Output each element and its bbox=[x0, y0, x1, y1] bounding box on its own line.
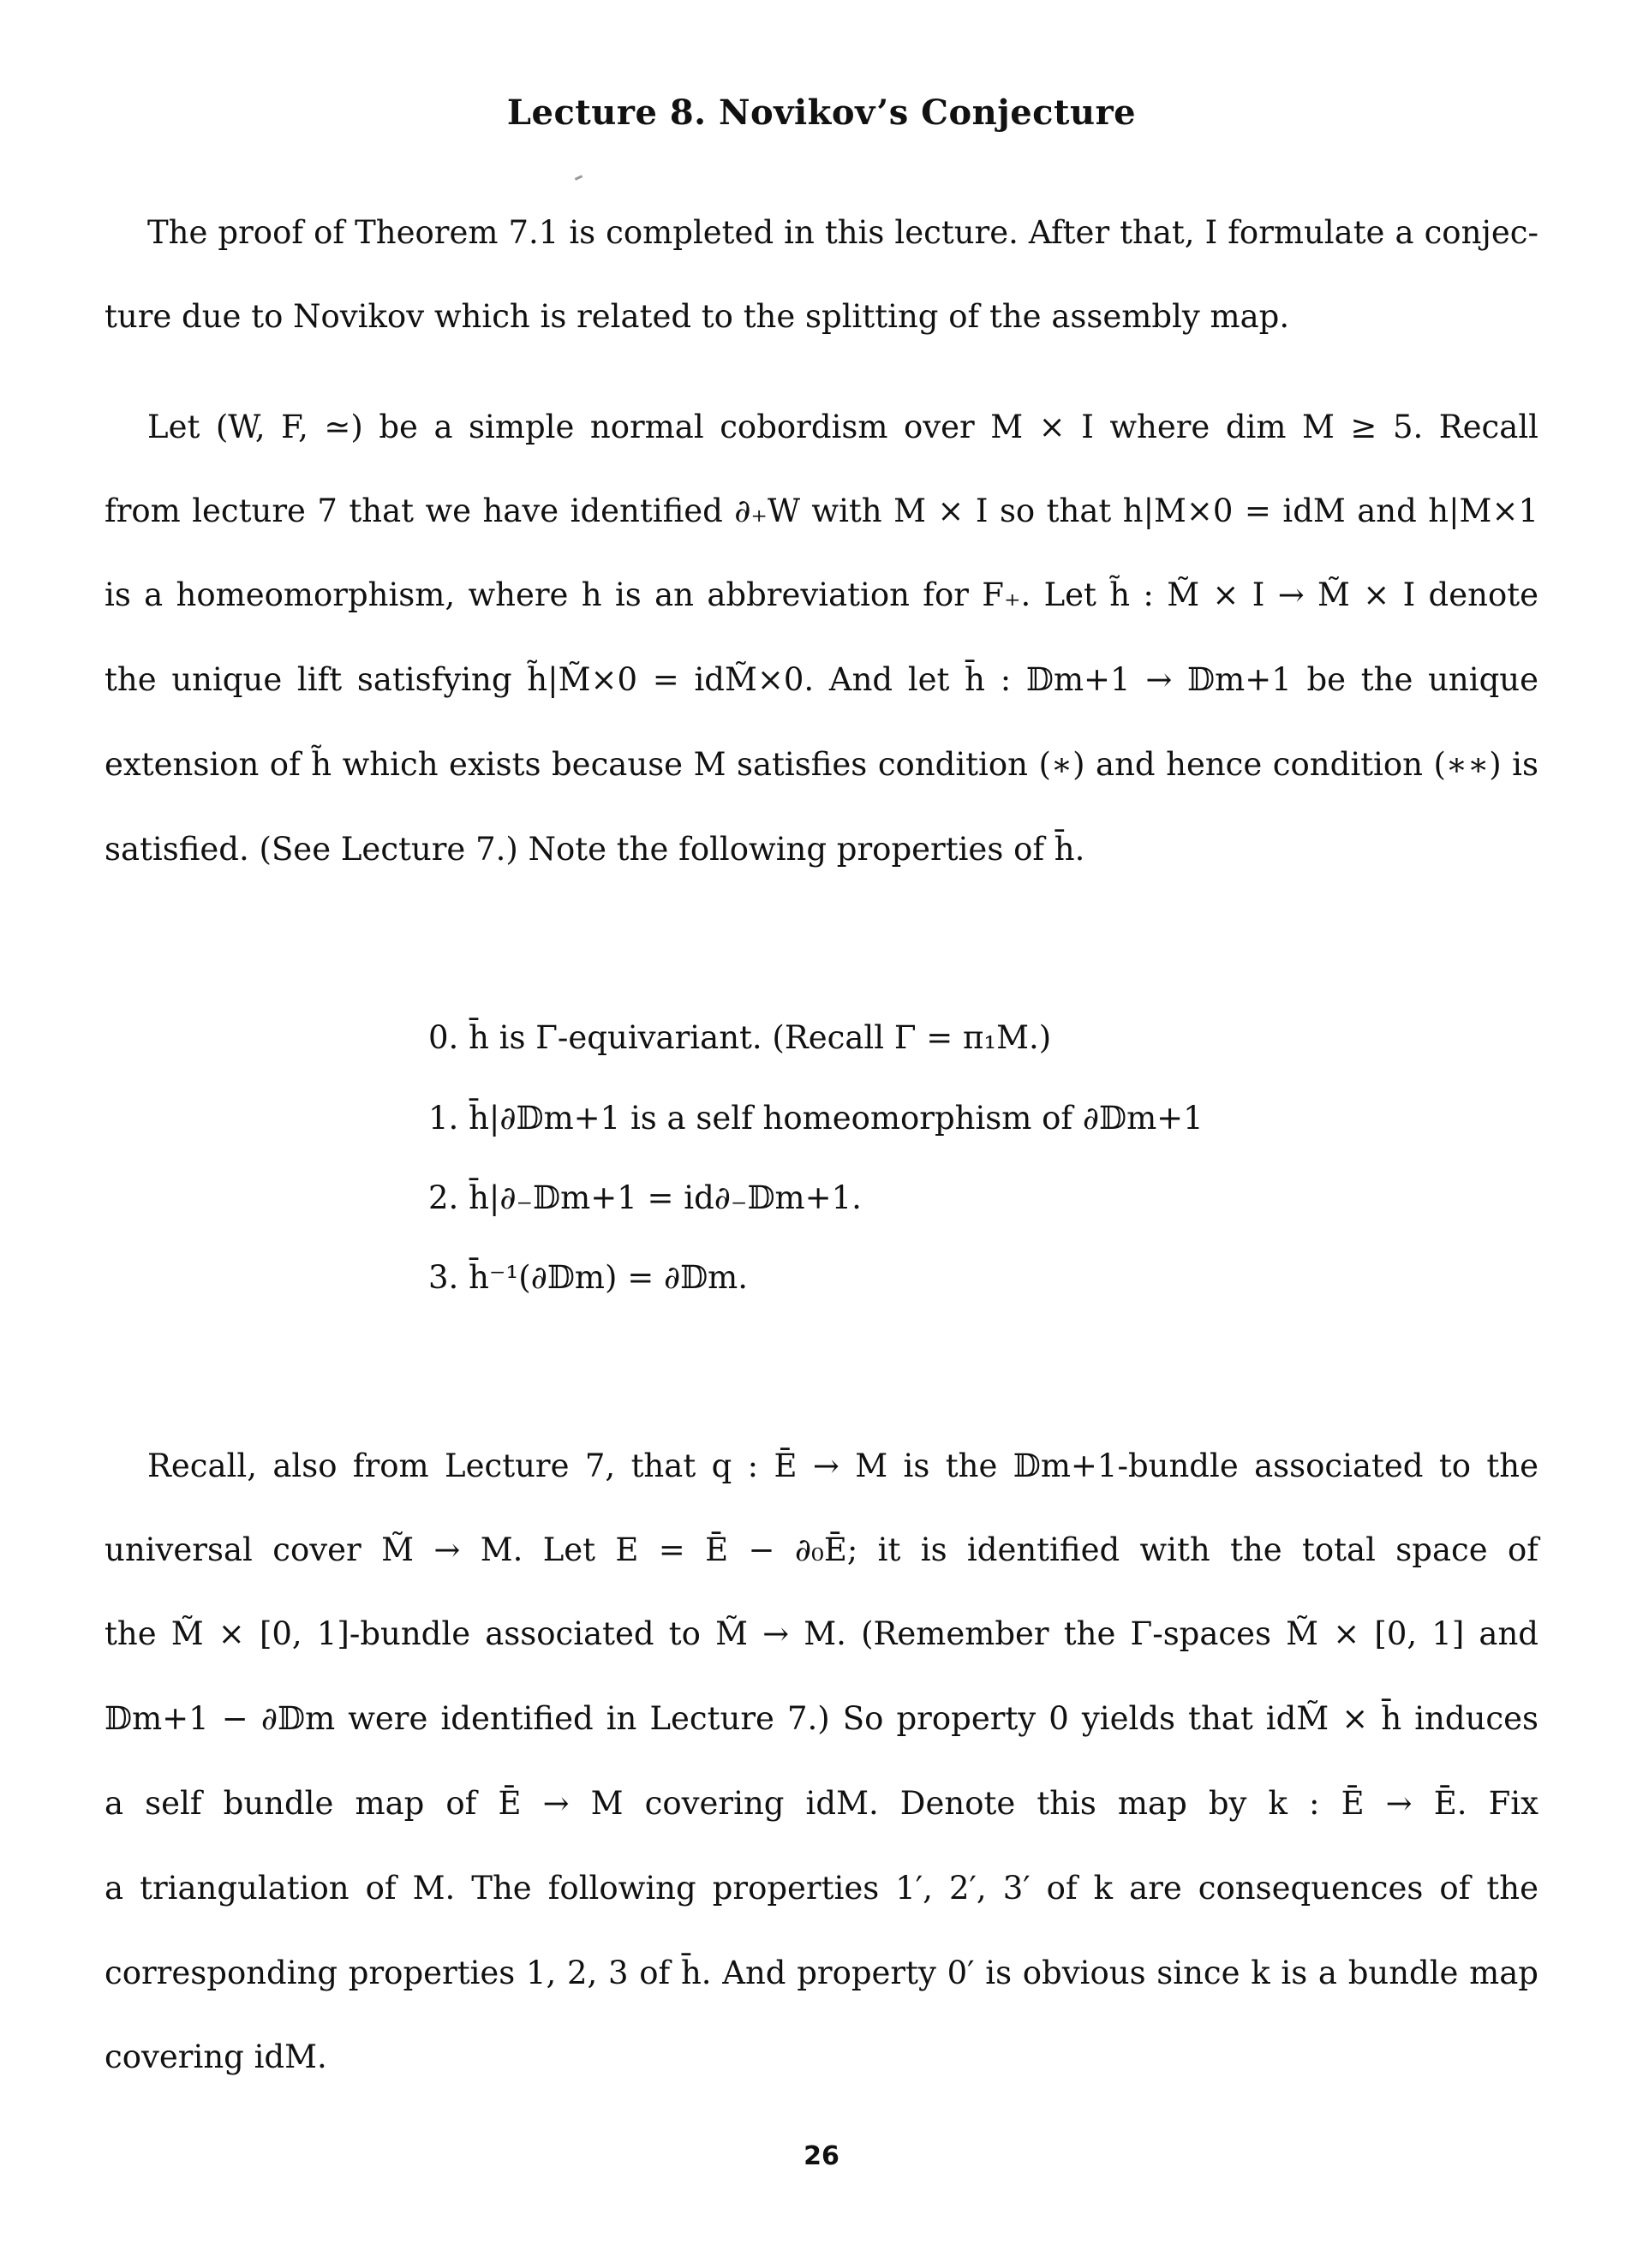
property-item: 3. h̄⁻¹(∂𝔻m) = ∂𝔻m. bbox=[428, 1259, 749, 1296]
setup-line: extension of h̃ which exists because M satisfies condition (∗) and hence condition (∗∗) is bbox=[105, 746, 1538, 783]
property-item: 0. h̄ is Γ-equivariant. (Recall Γ = π₁M.) bbox=[428, 1019, 1052, 1056]
recall-line: covering idM. bbox=[105, 2038, 327, 2075]
property-item: 1. h̄|∂𝔻m+1 is a self homeomorphism of ∂𝔻m+1 bbox=[428, 1100, 1204, 1137]
setup-line: satisfied. (See Lecture 7.) Note the following properties of h̄. bbox=[105, 831, 1085, 868]
intro-line: The proof of Theorem 7.1 is completed in this lecture. After that, I formulate a conjec- bbox=[147, 214, 1538, 251]
recall-line: universal cover M̃ → M. Let E = Ē − ∂₀Ē; it is identified with the total space of bbox=[105, 1531, 1538, 1568]
setup-line: Let (W, F, ≃) be a simple normal cobordism over M × I where dim M ≥ 5. Recall bbox=[147, 409, 1538, 445]
recall-line: a self bundle map of Ē → M covering idM. Denote this map by k : Ē → Ē. Fix bbox=[105, 1785, 1538, 1822]
lecture-title: Lecture 8. Novikov’s Conjecture bbox=[506, 93, 1137, 133]
recall-line: the M̃ × [0, 1]-bundle associated to M̃ → M. (Remember the Γ-spaces M̃ × [0, 1] and bbox=[105, 1615, 1538, 1652]
scan-speck bbox=[575, 175, 583, 181]
setup-line: from lecture 7 that we have identified ∂₊W with M × I so that h|M×0 = idM and h|M×1 bbox=[105, 492, 1538, 529]
recall-line: corresponding properties 1, 2, 3 of h̄. And property 0′ is obvious since k is a bundle map bbox=[105, 1955, 1538, 1991]
recall-line: 𝔻m+1 − ∂𝔻m were identified in Lecture 7.) So property 0 yields that idM̃ × h̄ induces bbox=[105, 1700, 1538, 1737]
setup-line: the unique lift satisfying h̃|M̃×0 = idM̃×0. And let h̄ : 𝔻m+1 → 𝔻m+1 be the unique bbox=[105, 661, 1538, 698]
intro-line: ture due to Novikov which is related to the splitting of the assembly map. bbox=[105, 298, 1290, 335]
page-number: 26 bbox=[804, 2141, 839, 2171]
recall-line: Recall, also from Lecture 7, that q : Ē → M is the 𝔻m+1-bundle associated to the bbox=[147, 1447, 1538, 1484]
property-item: 2. h̄|∂₋𝔻m+1 = id∂₋𝔻m+1. bbox=[428, 1179, 862, 1216]
recall-line: a triangulation of M. The following properties 1′, 2′, 3′ of k are consequences of the bbox=[105, 1870, 1538, 1907]
setup-line: is a homeomorphism, where h is an abbreviation for F₊. Let h̃ : M̃ × I → M̃ × I denote bbox=[105, 576, 1538, 613]
